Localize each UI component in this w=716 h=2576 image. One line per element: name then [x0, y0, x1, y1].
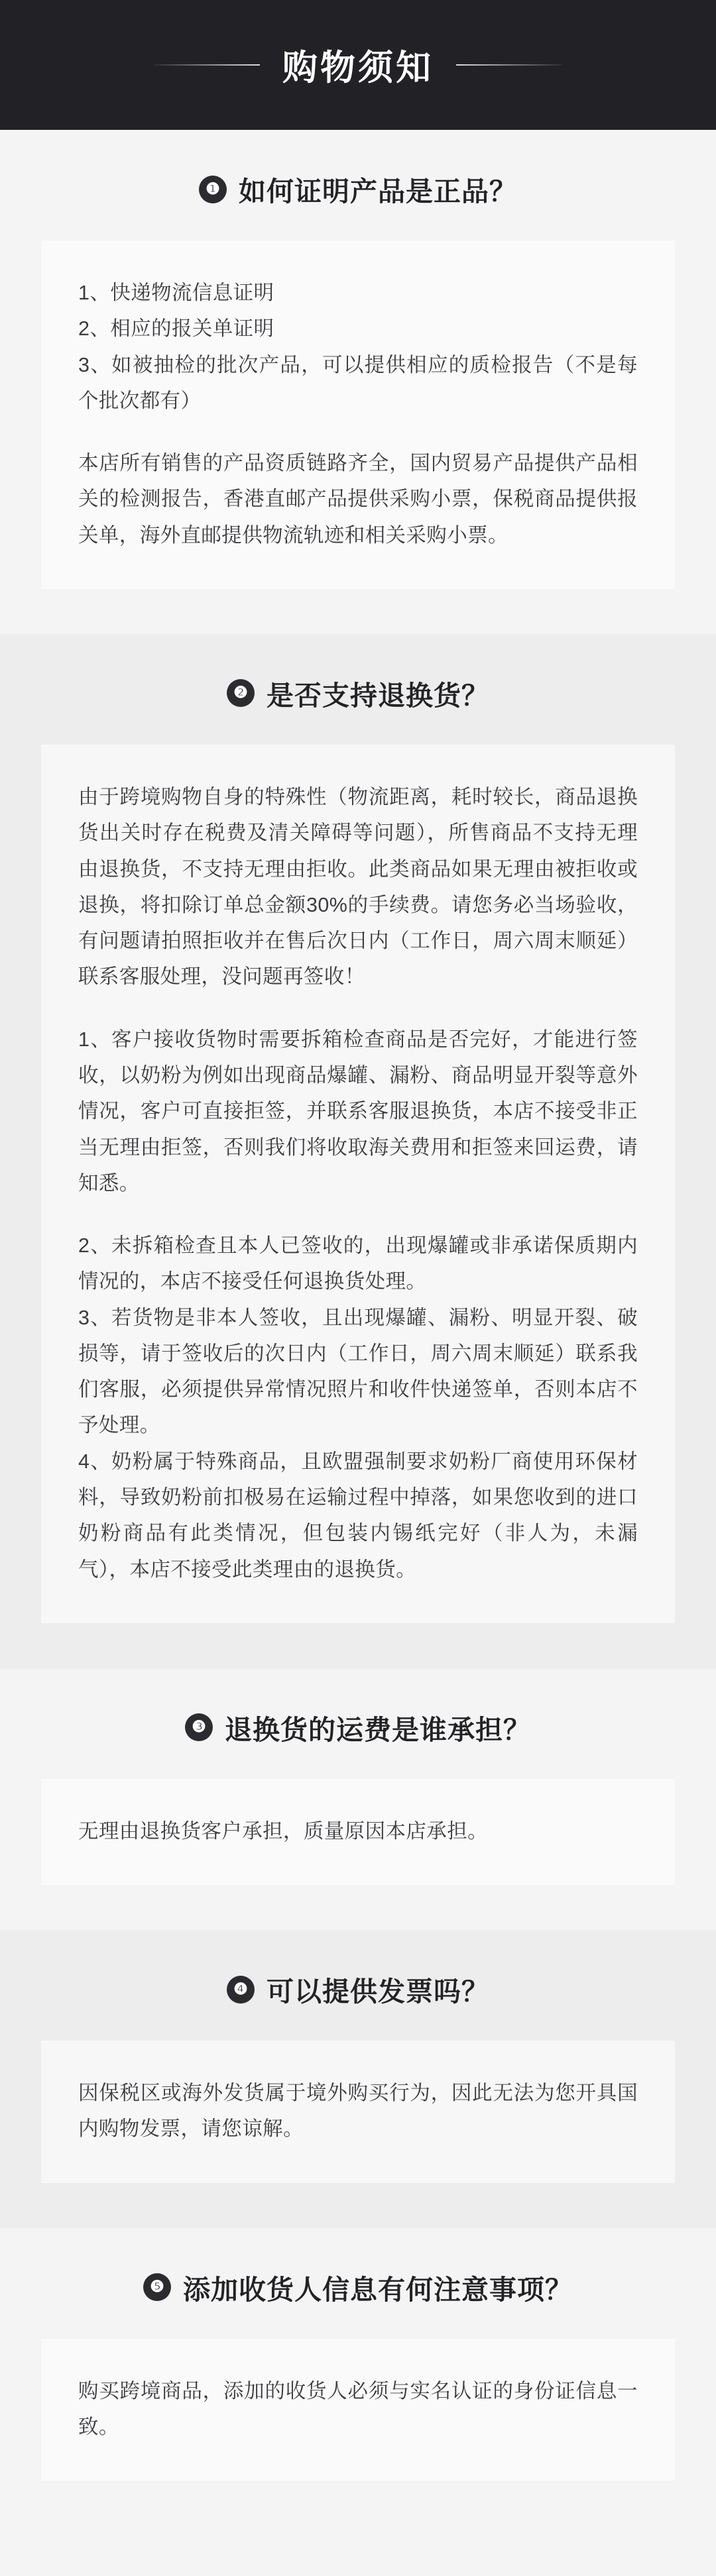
faq-heading-3	[0, 1668, 716, 1779]
question-title: 如何证明产品是正品？	[239, 176, 517, 207]
faq-heading-2	[0, 634, 716, 745]
faq-section-3	[0, 1668, 716, 1930]
answer-line: 2、相应的报关单证明	[78, 317, 274, 341]
question-title: 退换货的运费是谁承担？	[225, 1714, 531, 1745]
question-number-badge: ❹	[227, 1976, 255, 2004]
faq-answer-card-5	[41, 2339, 675, 2481]
faq-section-4	[0, 1930, 716, 2228]
faq-section-1	[0, 130, 716, 634]
header-inner	[154, 40, 562, 90]
header-rule-left-icon	[154, 64, 260, 66]
answer-paragraph: 本店所有销售的产品资质链路齐全，国内贸易产品提供产品相关的检测报告，香港直邮产品提供采购小票，保税商品提供报关单，海外直邮提供物流轨迹和相关采购小票。	[78, 452, 638, 547]
faq-heading-4	[0, 1930, 716, 2041]
faq-section-5	[0, 2228, 716, 2526]
page-bottom-spacer	[0, 2526, 716, 2576]
question-number-badge: ❷	[227, 679, 255, 707]
faq-answer-card-4	[41, 2041, 675, 2183]
question-title: 是否支持退换货？	[267, 680, 489, 711]
header-rule-right-icon	[456, 64, 562, 66]
page-title: 购物须知	[282, 48, 434, 87]
answer-paragraph: 无理由退换货客户承担，质量原因本店承担。	[78, 1819, 488, 1843]
faq-answer-card-1	[41, 241, 675, 589]
answer-line: 4、奶粉属于特殊商品，且欧盟强制要求奶粉厂商使用环保材料，导致奶粉前扣极易在运输过程中掉落，如果您收到的进口奶粉商品有此类情况，但包装内锡纸完好（非人为，未漏气），本店不接受此类理由的退换货。	[78, 1450, 638, 1581]
answer-paragraph: 因保税区或海外发货属于境外购买行为，因此无法为您开具国内购物发票，请您谅解。	[78, 2082, 638, 2141]
answer-line: 3、如被抽检的批次产品，可以提供相应的质检报告（不是每个批次都有）	[78, 353, 638, 412]
answer-paragraph: 由于跨境购物自身的特殊性（物流距离，耗时较长，商品退换货出关时存在税费及清关障碍等问题），所售商品不支持无理由退换货，不支持无理由拒收。此类商品如果无理由被拒收或退换，将扣除订单总金额30%的手续费。请您务必当场验收，有问题请拍照拒收并在售后次日内（工作日，周六周末顺延）联系客服处理，没问题再签收！	[78, 785, 638, 989]
answer-line: 1、快递物流信息证明	[78, 282, 274, 304]
question-number-badge: ❺	[143, 2273, 171, 2301]
faq-section-2	[0, 634, 716, 1668]
question-title: 可以提供发票吗？	[267, 1976, 489, 2008]
question-number-badge: ❶	[199, 176, 227, 203]
question-title: 添加收货人信息有何注意事项？	[183, 2274, 573, 2305]
faq-answer-card-2	[41, 745, 675, 1623]
answer-paragraph: 购买跨境商品，添加的收货人必须与实名认证的身份证信息一致。	[78, 2379, 638, 2438]
answer-line: 3、若货物是非本人签收，且出现爆罐、漏粉、明显开裂、破损等，请于签收后的次日内（工作日，周六周末顺延）联系我们客服，必须提供异常情况照片和收件快递签单，否则本店不予处理。	[78, 1306, 638, 1437]
question-number-badge: ❸	[185, 1713, 213, 1741]
faq-heading-1	[0, 130, 716, 241]
page-header	[0, 0, 716, 130]
faq-answer-card-3	[41, 1779, 675, 1885]
faq-heading-5	[0, 2228, 716, 2339]
answer-line: 2、未拆箱检查且本人已签收的，出现爆罐或非承诺保质期内情况的，本店不接受任何退换货处理。	[78, 1234, 638, 1293]
answer-paragraph: 1、客户接收货物时需要拆箱检查商品是否完好，才能进行签收，以奶粉为例如出现商品爆罐、漏粉、商品明显开裂等意外情况，客户可直接拒签，并联系客服退换货，本店不接受非正当无理由拒签，否则我们将收取海关费用和拒签来回运费，请知悉。	[78, 1028, 638, 1195]
